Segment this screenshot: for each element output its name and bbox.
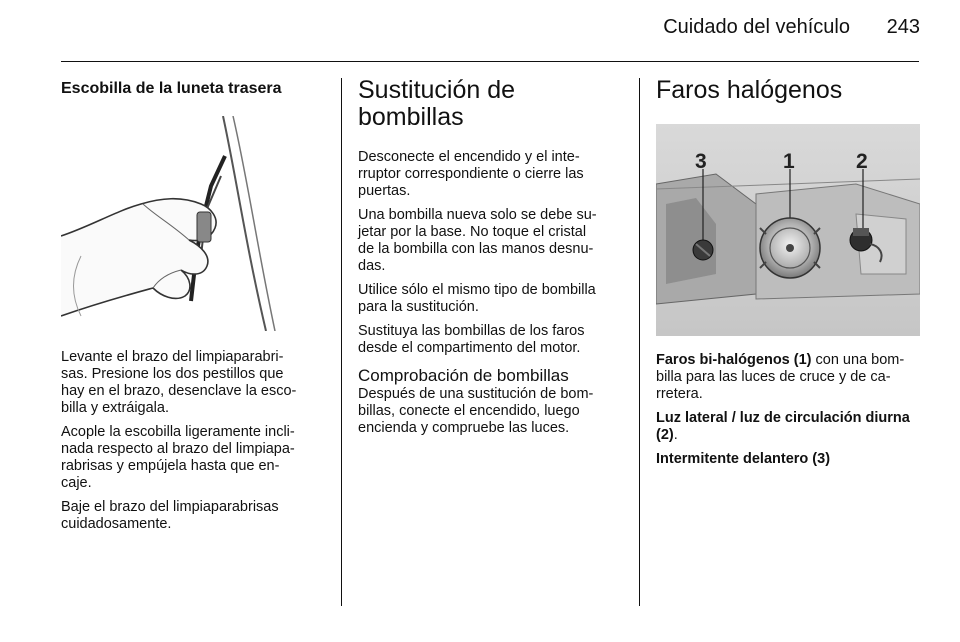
text-line: con una bom- [811, 352, 905, 368]
text-line: desde el compartimento del motor. [358, 340, 581, 356]
item-label: (2) [656, 427, 674, 443]
figure-label-2: 2 [856, 150, 868, 173]
heading-line: Sustitución de [358, 76, 516, 104]
text-line: billa y extráigala. [61, 400, 169, 416]
text-line: Después de una sustitución de bom- [358, 386, 594, 402]
text-line: cuidadosamente. [61, 516, 172, 532]
text-line: das. [358, 258, 386, 274]
text-line: Una bombilla nueva solo se debe su- [358, 207, 597, 223]
item-label: Intermitente delantero (3) [656, 451, 831, 467]
text-line: hay en el brazo, desenclave la esco- [61, 383, 297, 399]
text-line: Sustituya las bombillas de los faros [358, 323, 585, 339]
text-line: . [673, 427, 678, 443]
paragraph [61, 499, 327, 533]
section-heading-bulb-replacement [358, 77, 623, 131]
text-line: de la bombilla con las manos desnu- [358, 241, 594, 257]
paragraph [61, 424, 327, 492]
subheading-bulb-check: Comprobación de bombillas [358, 366, 569, 385]
rear-wiper-illustration [61, 116, 327, 331]
text-line: rretera. [656, 386, 703, 402]
paragraph [358, 149, 623, 200]
paragraph [656, 410, 920, 444]
item-label: Luz lateral / luz de circulación diurna [656, 410, 910, 426]
figure-label-3: 3 [695, 150, 707, 173]
paragraph [358, 282, 623, 316]
paragraph [656, 451, 920, 468]
text-line: encienda y compruebe las luces. [358, 420, 570, 436]
text-line: Utilice sólo el mismo tipo de bombilla [358, 282, 596, 298]
column-bulb-replacement [358, 70, 623, 444]
header-rule [61, 61, 919, 62]
heading-line: bombillas [358, 103, 464, 131]
section-heading-rear-wiper: Escobilla de la luneta trasera [61, 80, 282, 97]
section-heading-halogen: Faros halógenos [656, 76, 843, 104]
page-number: 243 [886, 16, 920, 38]
text-line: sas. Presione los dos pestillos que [61, 366, 284, 382]
text-line: jetar por la base. No toque el cristal [358, 224, 587, 240]
text-line: para la sustitución. [358, 299, 479, 315]
bulb-replacement-text [358, 149, 623, 357]
item-label: Faros bi-halógenos (1) [656, 352, 812, 368]
text-line: rruptor correspondiente o cierre las [358, 166, 584, 182]
paragraph [61, 349, 327, 417]
halogen-text [656, 352, 920, 468]
text-line: rabrisas y empújela hasta que en- [61, 458, 280, 474]
text-line: nada respecto al brazo del limpiapa- [61, 441, 295, 457]
text-line: Acople la escobilla ligeramente incli- [61, 424, 295, 440]
text-line: billas, conecte el encendido, luego [358, 403, 580, 419]
rear-wiper-text [61, 349, 327, 533]
paragraph [358, 207, 623, 275]
paragraph [358, 323, 623, 357]
header-title: Cuidado del vehículo [663, 16, 850, 38]
column-rear-wiper [61, 70, 327, 540]
text-line: caje. [61, 475, 92, 491]
column-halogen-headlights [656, 70, 920, 475]
column-divider-1 [341, 78, 342, 606]
paragraph [358, 386, 623, 437]
headlight-figure [656, 124, 920, 336]
text-line: billa para las luces de cruce y de ca- [656, 369, 891, 385]
text-line: Desconecte el encendido y el inte- [358, 149, 580, 165]
paragraph [656, 352, 920, 403]
column-divider-2 [639, 78, 640, 606]
text-line: Baje el brazo del limpiaparabrisas [61, 499, 279, 515]
text-line: puertas. [358, 183, 411, 199]
text-line: Levante el brazo del limpiaparabri- [61, 349, 284, 365]
figure-label-1: 1 [783, 150, 795, 173]
